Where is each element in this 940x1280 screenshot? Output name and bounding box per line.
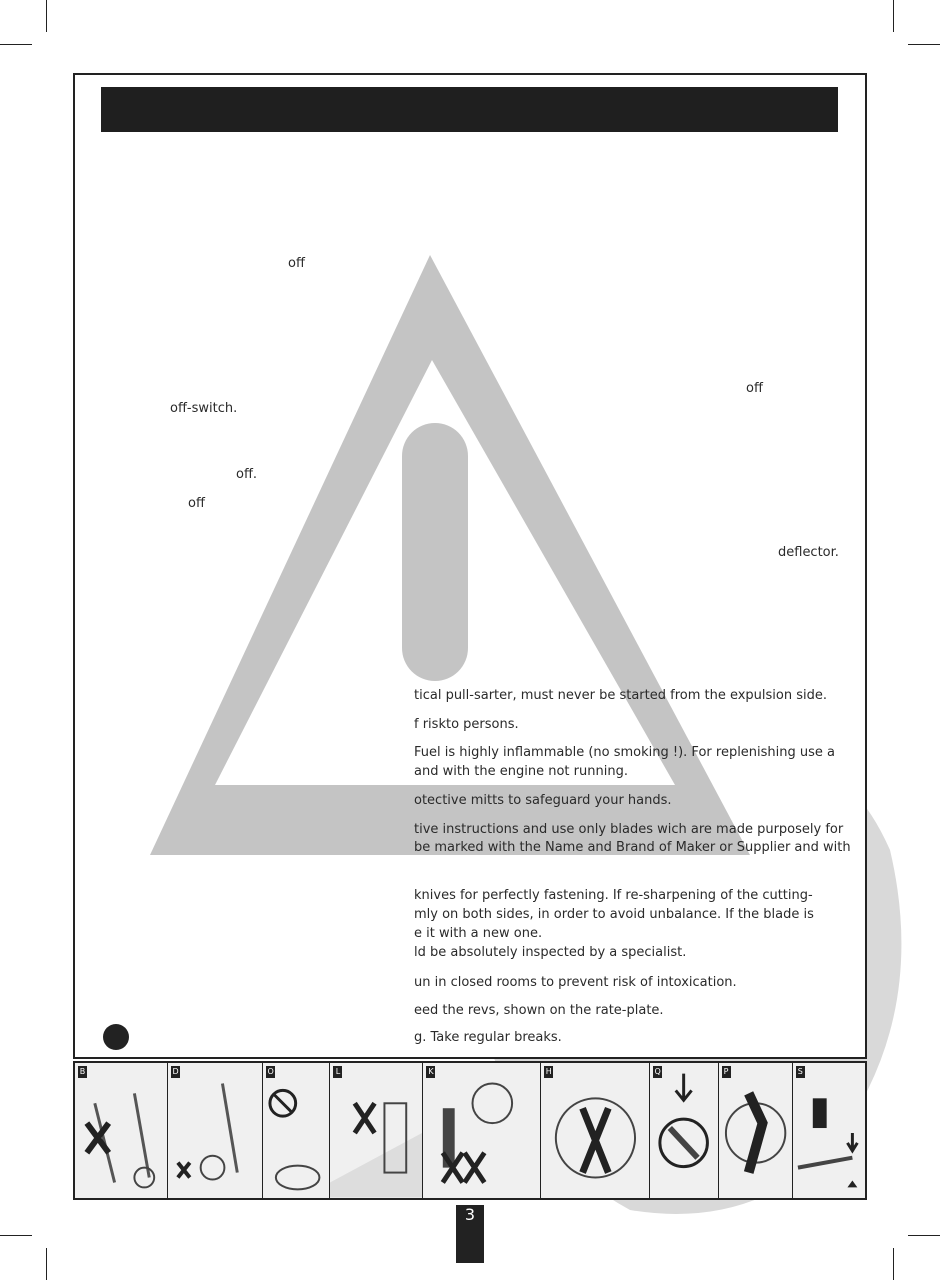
instruction-line: mly on both sides, in order to avoid unbalance. If the blade is [414, 907, 814, 922]
instruction-line: tive instructions and use only blades wich are made purposely for [414, 822, 844, 837]
blade-fastening-icon [793, 1063, 865, 1198]
crop-mark [893, 1248, 894, 1280]
crop-mark [893, 0, 894, 32]
no-hands-blade-icon [541, 1063, 650, 1198]
crop-mark [46, 1248, 47, 1280]
crop-mark [46, 0, 47, 32]
mower-children-icon [75, 1063, 168, 1198]
instruction-line: Fuel is highly inflammable (no smoking !). For replenishing use a [414, 745, 836, 760]
slope-warning-icon [330, 1063, 423, 1198]
instruction-line: g. Take regular breaks. [414, 1030, 562, 1045]
text-fragment: off [288, 256, 305, 271]
instruction-line: and with the engine not running. [414, 764, 628, 779]
panel-label: D [172, 1067, 179, 1076]
text-fragment: deflector. [778, 545, 839, 560]
panel-label: K [428, 1067, 434, 1076]
panel-label: O [267, 1067, 274, 1076]
safety-pictogram-strip [73, 1061, 867, 1200]
panel-label: Q [654, 1067, 661, 1076]
page-number: 3 [456, 1205, 484, 1263]
instruction-line: f riskto persons. [414, 717, 519, 732]
text-fragment: off-switch. [170, 401, 238, 416]
panel-label: L [333, 1066, 342, 1078]
panel-label: B [79, 1067, 86, 1076]
crop-mark [0, 44, 32, 45]
crop-mark [908, 44, 940, 45]
text-fragment: off [746, 381, 763, 396]
instruction-line: be marked with the Name and Brand of Maker or Supplier and with [414, 840, 851, 855]
instruction-line: ld be absolutely inspected by a specialist. [414, 945, 687, 960]
brand-logo-icon [103, 1024, 129, 1050]
gloves-blade-icon [719, 1063, 793, 1198]
instruction-line: e it with a new one. [414, 926, 543, 941]
mower-animals-icon [168, 1063, 263, 1198]
instruction-line: un in closed rooms to prevent risk of intoxication. [414, 975, 737, 990]
panel-label: P [722, 1066, 731, 1078]
panel-label: S [797, 1067, 803, 1076]
instruction-line: otective mitts to safeguard your hands. [414, 793, 672, 808]
instruction-line: knives for perfectly fastening. If re-sharpening of the cutting- [414, 888, 813, 903]
instruction-line: tical pull-sarter, must never be started from the expulsion side. [414, 688, 828, 703]
no-feet-near-mower-icon [423, 1063, 541, 1198]
blade-inspection-icon [650, 1063, 718, 1198]
panel-label: H [545, 1067, 552, 1076]
no-smoking-fuel-icon [263, 1063, 330, 1198]
crop-mark [0, 1235, 32, 1236]
text-fragment: off. [236, 467, 258, 482]
section-title-bar [101, 87, 838, 132]
instruction-line: eed the revs, shown on the rate-plate. [414, 1003, 664, 1018]
text-fragment: off [188, 496, 205, 511]
